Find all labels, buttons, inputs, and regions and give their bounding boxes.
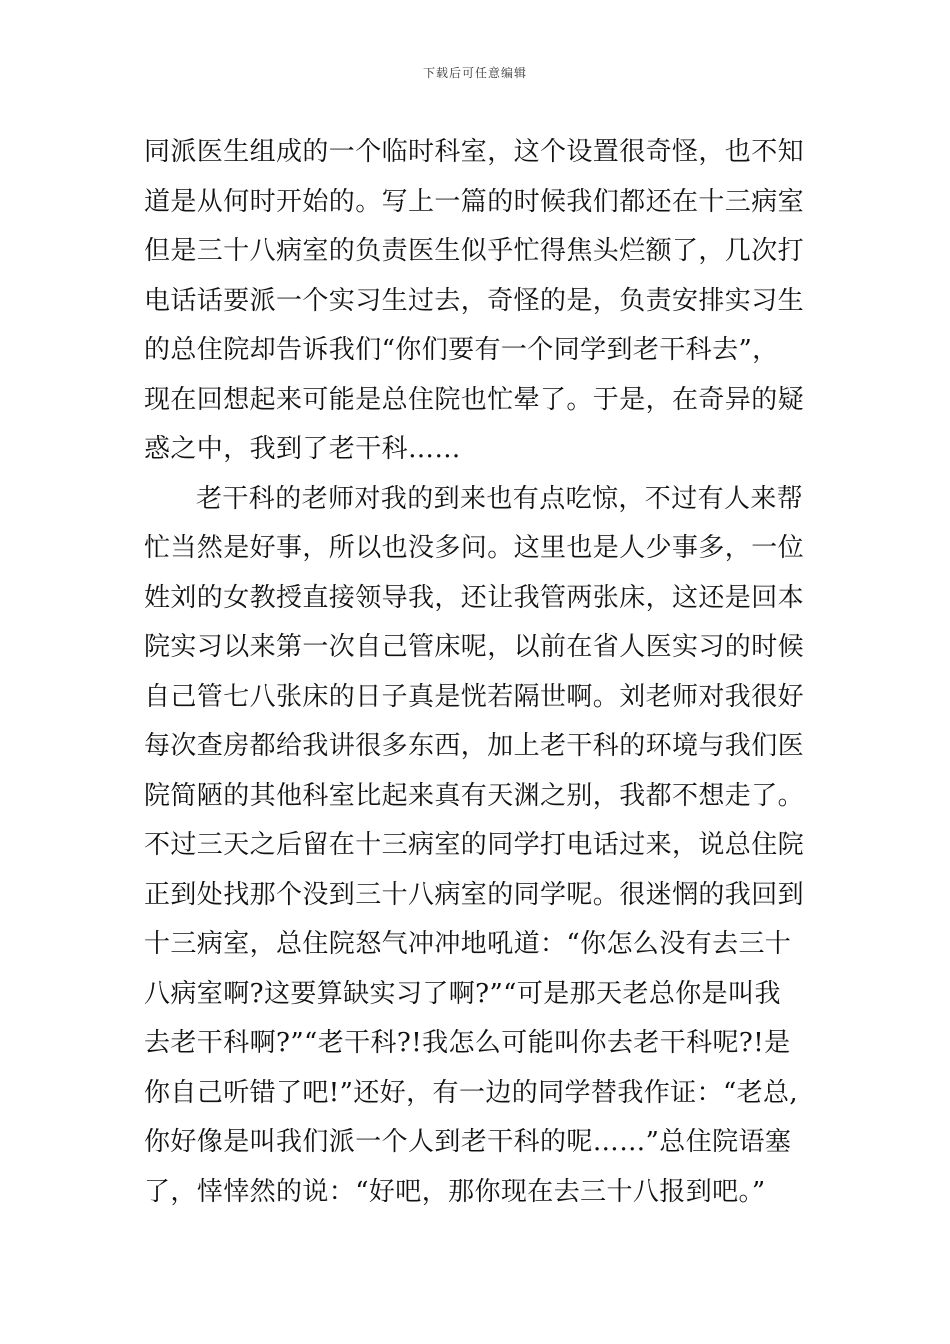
text-line: 了，悻悻然的说：“好吧，那你现在去三十八报到吧。”: [144, 1176, 766, 1207]
text-line: 的总住院却告诉我们“你们要有一个同学到老干科去”，: [144, 335, 779, 365]
text-line: 同派医生组成的一个临时科室，这个设置很奇怪，也不知: [144, 137, 805, 167]
text-line: 正到处找那个没到三十八病室的同学呢。很迷惘的我回到: [144, 879, 805, 910]
text-line: 去老干科啊?”“老干科?!我怎么可能叫你去老干科呢?!是: [144, 1028, 791, 1058]
text-line: 不过三天之后留在十三病室的同学打电话过来，说总住院: [144, 830, 805, 860]
text-line: 院实习以来第一次自己管床呢，以前在省人医实习的时候: [144, 632, 805, 662]
text-line: 忙当然是好事，所以也没多问。这里也是人少事多，一位: [144, 533, 805, 563]
text-line: 每次查房都给我讲很多东西，加上老干科的环境与我们医: [144, 731, 805, 761]
text-line: 你好像是叫我们派一个人到老干科的呢……”总住院语塞: [144, 1127, 792, 1157]
text-line: 你自己听错了吧!”还好，有一边的同学替我作证：“老总,: [144, 1077, 799, 1108]
text-line: 老干科的老师对我的到来也有点吃惊，不过有人来帮: [196, 483, 804, 514]
text-line: 十三病室，总住院怒气冲冲地吼道：“你怎么没有去三十: [144, 929, 792, 959]
text-line: 电话话要派一个实习生过去，奇怪的是，负责安排实习生: [144, 285, 805, 316]
text-line: 自己管七八张床的日子真是恍若隔世啊。刘老师对我很好: [144, 681, 805, 712]
text-line: 八病室啊?这要算缺实习了啊?”“可是那天老总你是叫我: [144, 978, 781, 1009]
text-line: 道是从何时开始的。写上一篇的时候我们都还在十三病室: [144, 186, 805, 217]
text-line: 现在回想起来可能是总住院也忙晕了。于是，在奇异的疑: [144, 384, 805, 415]
document-body: [144, 128, 816, 1217]
text-line: 院简陋的其他科室比起来真有天渊之别，我都不想走了。: [144, 780, 805, 811]
page-header: 下载后可任意编辑: [422, 66, 527, 80]
text-line: 但是三十八病室的负责医生似乎忙得焦头烂额了，几次打: [144, 236, 805, 266]
text-line: 姓刘的女教授直接领导我，还让我管两张床，这还是回本: [144, 582, 805, 613]
text-line: 惑之中，我到了老干科……: [144, 434, 461, 464]
